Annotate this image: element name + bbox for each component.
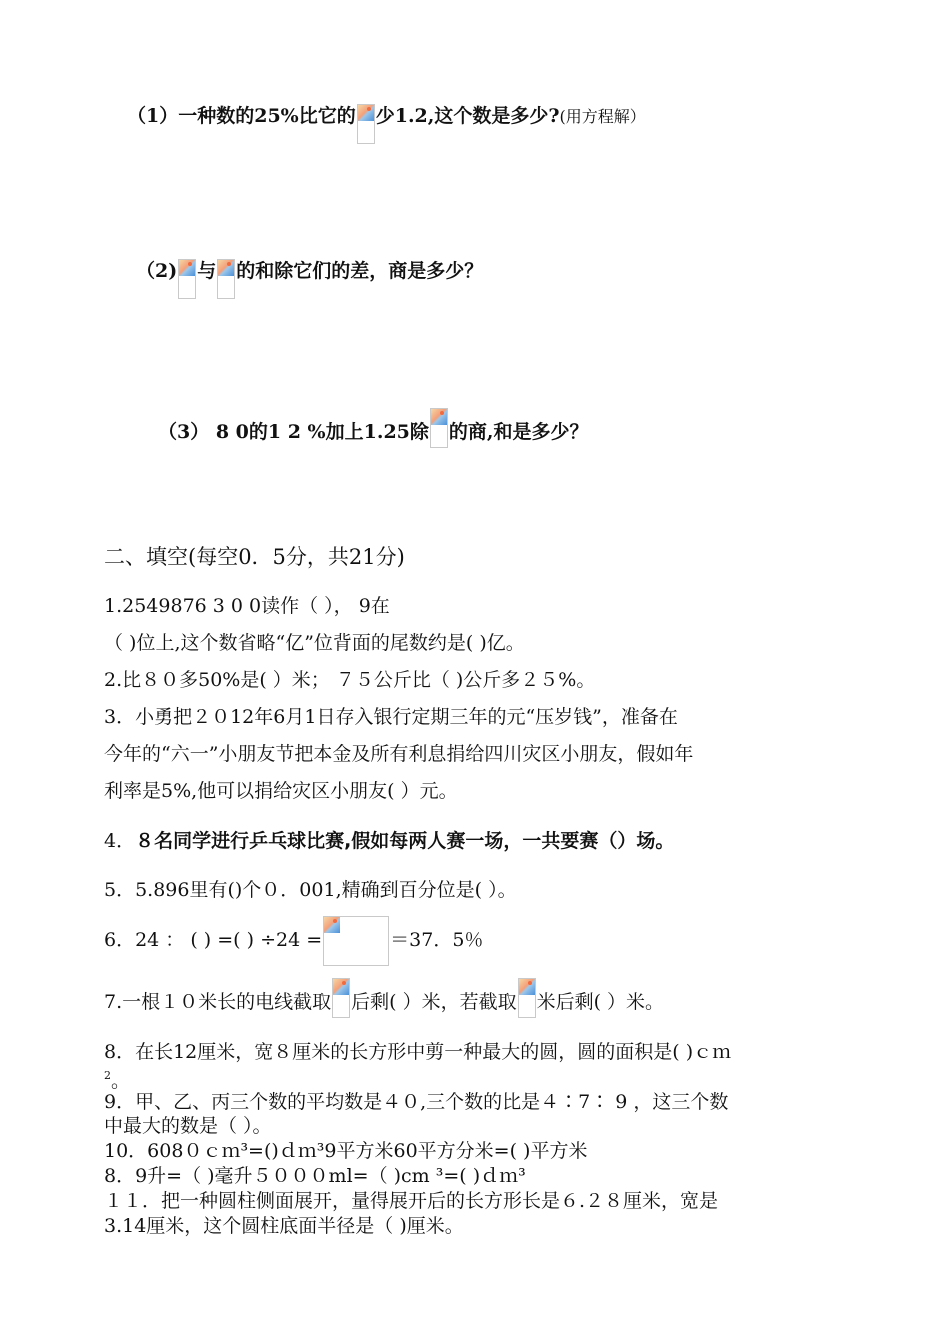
problem-2-prefix: （2): [136, 260, 178, 282]
section-heading: 二、填空(每空0．5分，共21分): [104, 545, 405, 569]
problem-2: [136, 259, 483, 299]
question-4-text: ８名同学进行乒乓球比赛,假如每两人赛一场，一共要赛（）场。: [135, 830, 675, 852]
fraction-image-icon: [357, 104, 375, 144]
question-11-line-2: 3.14厘米，这个圆柱底面半径是（ )厘米。: [104, 1215, 464, 1237]
question-6-prefix: 6．24 ： ( ) =( ) ÷24 =: [104, 929, 323, 951]
question-7: [104, 990, 664, 1018]
problem-1: [127, 104, 646, 144]
question-2: 2.比８０多50%是( ）米； ７５公斤比（ )公斤多２５%。: [104, 669, 596, 691]
question-1-line-1: 1.2549876 3 0 0读作（ ）， 9在: [104, 595, 390, 617]
fraction-image-icon: [217, 259, 235, 299]
problem-3: [158, 420, 589, 448]
fraction-image-icon: [430, 408, 448, 448]
question-3-line-2: 今年的“六一”小朋友节把本金及所有利息捐给四川灾区小朋友，假如年: [104, 743, 694, 765]
question-4-number: 4．: [104, 830, 136, 852]
question-6: [104, 928, 483, 966]
question-3-line-3: 利率是5%,他可以捐给灾区小朋友( ）元。: [104, 780, 458, 802]
question-8-end: 。: [111, 1070, 131, 1092]
question-8-line-2: [104, 1064, 130, 1093]
question-8-superscript: 2: [104, 1069, 111, 1082]
problem-2-mid: 与: [197, 260, 217, 282]
problem-1-prefix: （1）一种数的25%比它的: [127, 105, 356, 127]
fraction-image-icon: [332, 978, 350, 1018]
problem-3-suffix: 的商,和是多少？: [448, 421, 589, 443]
problem-3-prefix: （3） 8 0的1 2 %加上1.25除: [158, 421, 429, 443]
fraction-image-icon: [323, 916, 389, 966]
question-6-suffix: ＝37．5％: [390, 929, 484, 951]
question-3-line-1: 3．小勇把２０12年6月1日存入银行定期三年的元“压岁钱”，准备在: [104, 706, 678, 728]
question-7-prefix: 7.一根１０米长的电线截取: [104, 991, 332, 1013]
fraction-image-icon: [178, 259, 196, 299]
question-10-line-2: 8．9升=（ )毫升５０００ml=（ )cm ³=( )ｄｍ³: [104, 1165, 526, 1187]
question-7-mid: 后剩( ）米，若截取: [351, 991, 517, 1013]
problem-2-suffix: 的和除它们的差，商是多少？: [236, 260, 484, 282]
question-5: 5．5.896里有()个０．001,精确到百分位是( ）。: [104, 879, 517, 901]
question-1-line-2: （ )位上,这个数省略“亿”位背面的尾数约是( )亿。: [104, 632, 525, 654]
question-4: [104, 829, 674, 853]
question-9-line-1: 9．甲、乙、丙三个数的平均数是４０,三个数的比是４∶7∶ 9 ，这三个数: [104, 1091, 729, 1113]
fraction-image-icon: [518, 978, 536, 1018]
problem-1-note: (用方程解）: [559, 107, 646, 126]
question-11-line-1: １１．把一种圆柱侧面展开，量得展开后的长方形长是６.２８厘米，宽是: [104, 1190, 719, 1212]
question-9-line-2: 中最大的数是（ ）。: [104, 1115, 272, 1137]
question-8-line-1: 8．在长12厘米，宽８厘米的长方形中剪一种最大的圆，圆的面积是( )ｃｍ: [104, 1041, 732, 1063]
question-7-suffix: 米后剩( ）米。: [536, 991, 665, 1013]
problem-1-suffix: 少1.2,这个数是多少?: [375, 105, 560, 127]
question-10-line-1: 10．608０ｃｍ³=()ｄｍ³9平方米60平方分米=( )平方米: [104, 1140, 588, 1162]
